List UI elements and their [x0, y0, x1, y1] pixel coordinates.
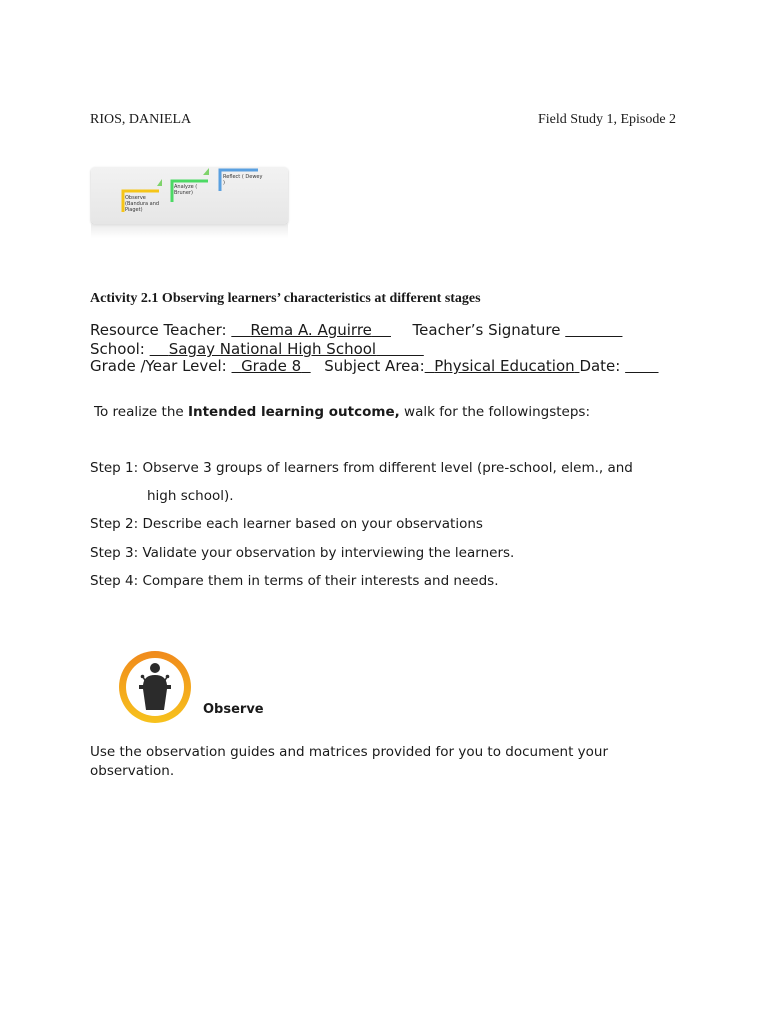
stage-observe-label: Observe (Bandura and Piaget) [125, 195, 160, 213]
speaker-podium-icon [116, 648, 194, 726]
date-label: Date: [579, 357, 621, 375]
stage-reflect-label: Reflect ( Dewey ) [223, 174, 263, 186]
school-field[interactable] [150, 340, 424, 358]
student-name: RIOS, DANIELA [90, 112, 192, 127]
grade-value: Grade 8 [241, 357, 302, 375]
resource-teacher-label: Resource Teacher: [90, 321, 227, 339]
banner-reflection [91, 224, 288, 238]
observe-text-line1: Use the observation guides and matrices provided for you to document your [90, 744, 609, 760]
resource-teacher-line [90, 321, 622, 339]
subject-label: Subject Area: [324, 357, 425, 375]
observe-text-line2: observation. [90, 763, 175, 779]
subject-value: Physical Education [434, 357, 575, 375]
intro-suffix: walk for the followingsteps: [399, 404, 590, 420]
resource-teacher-field[interactable] [231, 321, 391, 339]
resource-teacher-value: Rema A. Aguirre [250, 321, 372, 339]
observe-label: Observe [203, 702, 264, 717]
step-2: Step 2: Describe each learner based on your observations [90, 516, 483, 532]
subject-field[interactable] [425, 357, 580, 375]
step-1-continued: high school). [147, 488, 234, 504]
grade-line [90, 357, 659, 375]
signature-field[interactable] [565, 321, 622, 339]
activity-title: Activity 2.1 Observing learners’ characteristics at different stages [90, 291, 481, 306]
step-3: Step 3: Validate your observation by interviewing the learners. [90, 545, 515, 561]
grade-field[interactable] [232, 357, 311, 375]
intro-prefix: To realize the [94, 404, 188, 420]
learning-stages-banner [91, 167, 288, 224]
school-value: Sagay National High School [168, 340, 377, 358]
date-field[interactable] [625, 357, 658, 375]
school-label: School: [90, 340, 145, 358]
step-1: Step 1: Observe 3 groups of learners from different level (pre-school, elem., and [90, 460, 633, 476]
grade-label: Grade /Year Level: [90, 357, 227, 375]
intro-bold: Intended learning outcome, [187, 404, 400, 420]
intro-text [94, 404, 590, 420]
stage-analyze-label: Analyze ( Bruner) [174, 184, 198, 196]
step-4: Step 4: Compare them in terms of their interests and needs. [90, 573, 499, 589]
course-episode: Field Study 1, Episode 2 [538, 112, 677, 127]
school-line [90, 340, 424, 358]
signature-label: Teacher’s Signature [412, 321, 561, 339]
